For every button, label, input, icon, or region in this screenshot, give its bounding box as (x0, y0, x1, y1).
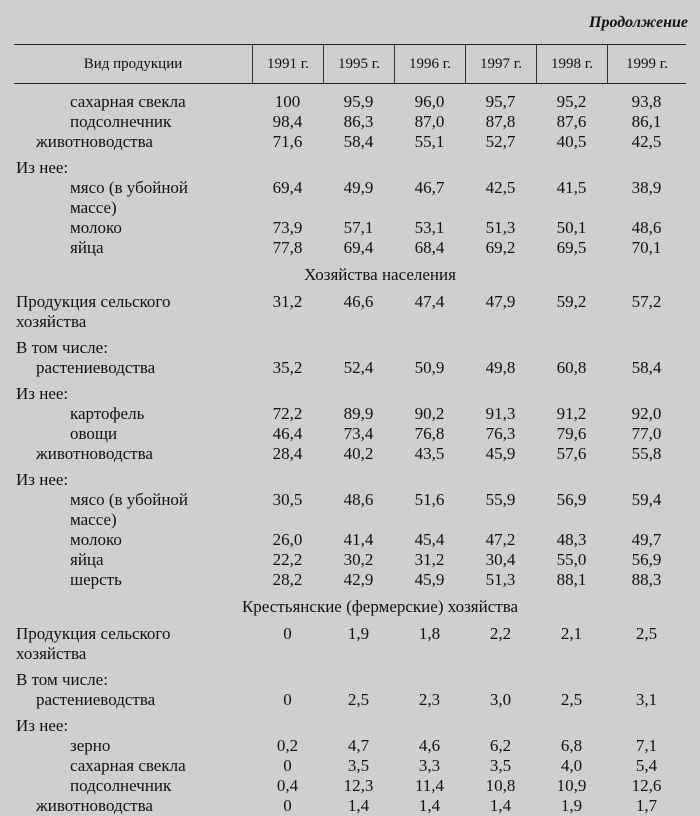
table-cell: 56,9 (631, 550, 662, 569)
table-cell: 38,9 (631, 178, 662, 197)
table-cell (252, 312, 323, 332)
row-label: Из нее: (16, 384, 69, 403)
table-cell (536, 716, 607, 736)
table-cell: 59,4 (631, 490, 662, 509)
table-row (14, 238, 686, 258)
table-cell: 55,0 (556, 550, 587, 569)
table-cell: 77,8 (272, 238, 303, 257)
table-cell (607, 716, 686, 736)
table-cell: 51,3 (485, 570, 516, 589)
table-cell (394, 158, 465, 178)
row-label: животноводства (36, 444, 153, 463)
table-cell: 7,1 (635, 736, 658, 755)
row-label: яйца (70, 550, 104, 569)
table-cell: 91,2 (556, 404, 587, 423)
table-cell: 69,2 (485, 238, 516, 257)
table-cell (323, 510, 394, 530)
table-cell: 52,7 (485, 132, 516, 151)
row-label: подсолнечник (70, 776, 172, 795)
table-cell: 56,9 (556, 490, 587, 509)
table-cell: 57,6 (556, 444, 587, 463)
table-cell: 41,5 (556, 178, 587, 197)
table-row (14, 490, 686, 510)
table-cell (607, 644, 686, 664)
table-cell (465, 670, 536, 690)
table-cell (465, 510, 536, 530)
row-label: растениеводства (36, 358, 156, 377)
table-cell (394, 198, 465, 218)
header-1999: 1999 г. (607, 45, 686, 83)
table-cell: 3,5 (489, 756, 512, 775)
table-cell: 73,4 (343, 424, 374, 443)
table-cell (394, 338, 465, 358)
table-cell: 98,4 (272, 112, 303, 131)
table-cell (252, 338, 323, 358)
row-label: зерно (70, 736, 111, 755)
table-cell: 4,0 (560, 756, 583, 775)
table-cell (394, 384, 465, 404)
table-cell (607, 158, 686, 178)
table-cell: 92,0 (631, 404, 662, 423)
row-label: шерсть (70, 570, 122, 589)
table-cell: 12,3 (343, 776, 374, 795)
table-cell: 100 (274, 92, 301, 111)
table-cell (536, 644, 607, 664)
table-row (14, 424, 686, 444)
table-cell: 47,4 (414, 292, 445, 311)
table-row (14, 756, 686, 776)
table-cell: 1,4 (418, 796, 441, 815)
row-label: мясо (в убойной (70, 490, 189, 509)
table-cell: 0 (283, 624, 292, 643)
row-label: массе) (70, 510, 117, 529)
header-1997: 1997 г. (465, 45, 536, 83)
table-cell: 55,9 (485, 490, 516, 509)
table-row (14, 776, 686, 796)
table-cell: 2,5 (560, 690, 583, 709)
table-cell: 0 (283, 796, 292, 815)
table-row (14, 112, 686, 132)
row-label: хозяйства (16, 644, 87, 663)
table-cell (394, 716, 465, 736)
table-cell (465, 644, 536, 664)
table-cell: 1,9 (560, 796, 583, 815)
table-cell: 55,8 (631, 444, 662, 463)
table-row (14, 570, 686, 590)
table-row (14, 796, 686, 816)
table-cell (323, 384, 394, 404)
table-cell: 51,6 (414, 490, 445, 509)
table-cell: 46,4 (272, 424, 303, 443)
row-label: сахарная свекла (70, 92, 186, 111)
table-body (14, 84, 686, 816)
table-cell: 30,4 (485, 550, 516, 569)
table-cell: 0 (283, 756, 292, 775)
row-label: В том числе: (16, 338, 108, 357)
table-cell (323, 312, 394, 332)
table-row (14, 384, 686, 404)
table-cell: 77,0 (631, 424, 662, 443)
table-cell (394, 644, 465, 664)
table-cell (394, 670, 465, 690)
table-cell (465, 198, 536, 218)
table-cell (536, 384, 607, 404)
table-cell: 58,4 (631, 358, 662, 377)
table-cell: 87,8 (485, 112, 516, 131)
table-cell: 46,7 (414, 178, 445, 197)
table-cell: 71,6 (272, 132, 303, 151)
section-heading: Крестьянские (фермерские) хозяйства (241, 597, 519, 616)
table-cell: 30,2 (343, 550, 374, 569)
table-cell: 90,2 (414, 404, 445, 423)
table-row (14, 510, 686, 530)
table-header (14, 45, 686, 84)
table-cell: 55,1 (414, 132, 445, 151)
row-label: молоко (70, 530, 122, 549)
table-cell: 49,8 (485, 358, 516, 377)
table-cell (323, 644, 394, 664)
row-label: хозяйства (16, 312, 87, 331)
table-cell: 5,4 (635, 756, 658, 775)
table-cell: 3,0 (489, 690, 512, 709)
table-cell: 1,7 (635, 796, 658, 815)
row-label: растениеводства (36, 690, 156, 709)
table-cell: 35,2 (272, 358, 303, 377)
table-cell: 40,5 (556, 132, 587, 151)
table-cell: 69,4 (343, 238, 374, 257)
table-cell: 42,9 (343, 570, 374, 589)
table-cell (465, 716, 536, 736)
table-cell (323, 716, 394, 736)
table-cell: 45,9 (414, 570, 445, 589)
table-cell: 57,2 (631, 292, 662, 311)
table-cell: 30,5 (272, 490, 303, 509)
header-product-type: Вид продукции (83, 55, 183, 72)
table-cell: 87,6 (556, 112, 587, 131)
table-cell: 45,9 (485, 444, 516, 463)
statistics-table (14, 44, 686, 816)
table-cell: 49,7 (631, 530, 662, 549)
table-cell: 28,4 (272, 444, 303, 463)
row-label: молоко (70, 218, 122, 237)
table-cell (323, 670, 394, 690)
table-cell (323, 158, 394, 178)
table-cell: 3,1 (635, 690, 658, 709)
table-row (14, 292, 686, 312)
table-row (14, 218, 686, 238)
table-row (14, 644, 686, 664)
table-cell: 69,5 (556, 238, 587, 257)
table-cell: 42,5 (631, 132, 662, 151)
table-cell: 76,8 (414, 424, 445, 443)
table-cell: 4,6 (418, 736, 441, 755)
table-cell: 43,5 (414, 444, 445, 463)
table-cell (465, 312, 536, 332)
table-cell: 6,8 (560, 736, 583, 755)
table-cell: 28,2 (272, 570, 303, 589)
table-cell: 50,1 (556, 218, 587, 237)
table-cell: 49,9 (343, 178, 374, 197)
table-row (14, 690, 686, 710)
table-cell: 91,3 (485, 404, 516, 423)
table-cell: 48,6 (631, 218, 662, 237)
table-cell (252, 384, 323, 404)
row-label: овощи (70, 424, 118, 443)
table-cell: 11,4 (414, 776, 445, 795)
table-cell: 73,9 (272, 218, 303, 237)
table-cell (394, 312, 465, 332)
table-cell (536, 670, 607, 690)
table-cell (536, 312, 607, 332)
table-cell: 1,4 (489, 796, 512, 815)
table-cell: 70,1 (631, 238, 662, 257)
table-cell (536, 338, 607, 358)
table-row (14, 736, 686, 756)
table-cell: 53,1 (414, 218, 445, 237)
row-label: животноводства (36, 796, 153, 815)
header-1991: 1991 г. (252, 45, 323, 83)
row-label: подсолнечник (70, 112, 172, 131)
header-1995: 1995 г. (323, 45, 394, 83)
table-cell (252, 716, 323, 736)
table-cell: 26,0 (272, 530, 303, 549)
table-row (14, 624, 686, 644)
table-cell: 95,9 (343, 92, 374, 111)
row-label: яйца (70, 238, 104, 257)
table-row (14, 444, 686, 464)
table-cell: 72,2 (272, 404, 303, 423)
section-heading: Хозяйства населения (304, 265, 456, 284)
table-row (14, 470, 686, 490)
table-cell: 88,1 (556, 570, 587, 589)
table-cell (465, 470, 536, 490)
table-cell (607, 384, 686, 404)
table-cell: 89,9 (343, 404, 374, 423)
table-cell: 95,2 (556, 92, 587, 111)
table-cell: 4,7 (347, 736, 370, 755)
table-cell (536, 158, 607, 178)
table-cell: 2,2 (489, 624, 512, 643)
table-cell (536, 510, 607, 530)
table-cell: 2,5 (347, 690, 370, 709)
table-cell (536, 198, 607, 218)
table-cell: 47,9 (485, 292, 516, 311)
row-label: животноводства (36, 132, 153, 151)
table-cell: 95,7 (485, 92, 516, 111)
table-cell (607, 510, 686, 530)
row-label: мясо (в убойной (70, 178, 189, 197)
row-label: Продукция сельского (16, 292, 171, 311)
table-row (14, 92, 686, 112)
table-cell (607, 670, 686, 690)
table-cell (394, 510, 465, 530)
table-cell: 41,4 (343, 530, 374, 549)
table-cell: 96,0 (414, 92, 445, 111)
table-cell: 47,2 (485, 530, 516, 549)
table-cell: 69,4 (272, 178, 303, 197)
table-cell: 1,4 (347, 796, 370, 815)
table-cell (252, 644, 323, 664)
table-cell: 58,4 (343, 132, 374, 151)
table-cell: 31,2 (414, 550, 445, 569)
table-cell (607, 338, 686, 358)
table-cell: 1,8 (418, 624, 441, 643)
table-cell: 46,6 (343, 292, 374, 311)
table-row (14, 158, 686, 178)
table-cell: 48,6 (343, 490, 374, 509)
table-cell (252, 670, 323, 690)
header-1998: 1998 г. (536, 45, 607, 83)
table-cell: 3,3 (418, 756, 441, 775)
table-cell (252, 470, 323, 490)
table-cell: 79,6 (556, 424, 587, 443)
row-label: Из нее: (16, 716, 69, 735)
table-cell (394, 470, 465, 490)
table-row (14, 178, 686, 198)
table-row (14, 132, 686, 152)
table-cell: 60,8 (556, 358, 587, 377)
table-cell: 45,4 (414, 530, 445, 549)
table-cell: 93,8 (631, 92, 662, 111)
table-row (14, 530, 686, 550)
table-cell (465, 384, 536, 404)
table-row (14, 404, 686, 424)
table-cell: 76,3 (485, 424, 516, 443)
table-cell: 52,4 (343, 358, 374, 377)
table-cell: 42,5 (485, 178, 516, 197)
table-cell (323, 470, 394, 490)
table-cell: 31,2 (272, 292, 303, 311)
table-cell (252, 198, 323, 218)
table-cell (465, 158, 536, 178)
table-cell: 12,6 (631, 776, 662, 795)
row-label: Продукция сельского (16, 624, 171, 643)
table-cell: 0 (283, 690, 292, 709)
table-cell: 0,4 (276, 776, 299, 795)
table-cell (536, 470, 607, 490)
row-label: массе) (70, 198, 117, 217)
table-cell: 2,5 (635, 624, 658, 643)
table-cell: 57,1 (343, 218, 374, 237)
table-cell: 51,3 (485, 218, 516, 237)
table-cell: 3,5 (347, 756, 370, 775)
table-cell: 59,2 (556, 292, 587, 311)
table-cell (323, 198, 394, 218)
table-cell: 1,9 (347, 624, 370, 643)
table-cell (607, 312, 686, 332)
table-row (14, 312, 686, 332)
table-cell: 68,4 (414, 238, 445, 257)
table-cell (607, 198, 686, 218)
table-row (14, 550, 686, 570)
table-cell: 2,3 (418, 690, 441, 709)
row-label: Из нее: (16, 158, 69, 177)
row-label: В том числе: (16, 670, 108, 689)
row-label: сахарная свекла (70, 756, 186, 775)
table-row (14, 198, 686, 218)
table-cell: 6,2 (489, 736, 512, 755)
table-cell (607, 470, 686, 490)
row-label: картофель (70, 404, 145, 423)
table-cell: 10,8 (485, 776, 516, 795)
table-cell: 40,2 (343, 444, 374, 463)
table-cell: 86,1 (631, 112, 662, 131)
table-cell: 22,2 (272, 550, 303, 569)
table-cell (465, 338, 536, 358)
table-row (14, 338, 686, 358)
table-row (14, 716, 686, 736)
table-cell: 10,9 (556, 776, 587, 795)
table-cell: 0,2 (276, 736, 299, 755)
table-cell: 87,0 (414, 112, 445, 131)
table-cell: 2,1 (560, 624, 583, 643)
table-row (14, 358, 686, 378)
header-1996: 1996 г. (394, 45, 465, 83)
table-cell: 86,3 (343, 112, 374, 131)
table-cell: 50,9 (414, 358, 445, 377)
table-cell: 48,3 (556, 530, 587, 549)
table-cell: 88,3 (631, 570, 662, 589)
table-cell (252, 158, 323, 178)
table-row (14, 670, 686, 690)
table-cell (323, 338, 394, 358)
continuation-label: Продолжение (589, 14, 688, 31)
row-label: Из нее: (16, 470, 69, 489)
table-cell (252, 510, 323, 530)
